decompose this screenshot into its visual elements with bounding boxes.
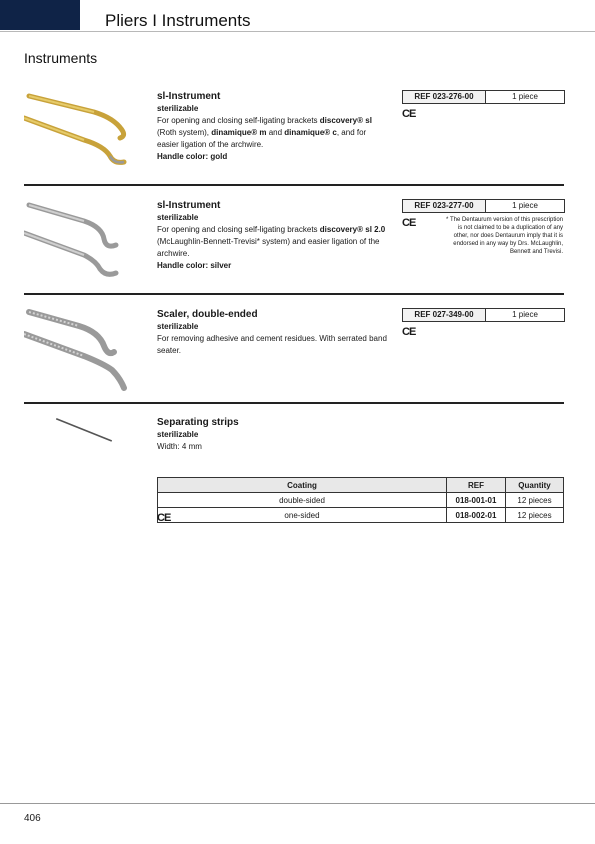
cell-coating: one-sided <box>158 508 447 523</box>
page-number: 406 <box>24 813 41 824</box>
ce-mark-icon: CE <box>402 217 416 229</box>
ce-mark-icon: CE <box>402 326 416 338</box>
product-description <box>157 199 387 272</box>
product-desc-text <box>157 224 387 260</box>
ref-number: REF 027-349-00 <box>403 309 486 321</box>
page-header-title: Pliers I Instruments <box>105 11 251 30</box>
product-sterilizable: sterilizable <box>157 213 199 222</box>
product-description <box>157 416 387 453</box>
product-description <box>157 90 387 163</box>
ref-number: REF 023-276-00 <box>403 91 486 103</box>
product-sterilizable: sterilizable <box>157 322 199 331</box>
quantity: 1 piece <box>512 310 538 319</box>
separating-strip-image <box>24 416 144 466</box>
cell-quantity: 12 pieces <box>506 508 564 523</box>
product-name: sl-Instrument <box>157 200 221 211</box>
ref-table <box>402 308 565 322</box>
silver-instrument-image <box>24 199 144 289</box>
desc-segment: , and for easier ligation of the archwire. <box>157 128 367 149</box>
product-name: Scaler, double-ended <box>157 309 258 320</box>
disclaimer-note: * The Dentaurum version of this prescription is not claimed to be a duplication of any other, nor does Dentaurum imply that it is endorsed in any way by Drs. McLaughlin, Bennett and Trevisi. <box>446 217 563 255</box>
desc-segment: and <box>266 128 285 137</box>
product-divider <box>24 184 564 186</box>
section-title: Instruments <box>24 50 98 66</box>
handle-color: Handle color: silver <box>157 261 232 270</box>
cell-ref: 018-001-01 <box>447 493 506 508</box>
strips-table <box>157 477 564 523</box>
product-name: Separating strips <box>157 417 239 428</box>
product-divider <box>24 402 564 404</box>
table-header-row <box>158 478 564 493</box>
desc-segment: (McLaughlin-Bennett-Trevisi* system) and easier ligation of the archwire. <box>157 237 380 258</box>
ref-number: REF 023-277-00 <box>403 200 486 212</box>
cell-coating: double-sided <box>158 493 447 508</box>
cell-quantity: 12 pieces <box>506 493 564 508</box>
header-color-block <box>0 0 80 30</box>
gold-instrument-image <box>24 90 144 180</box>
footer-divider <box>0 803 595 804</box>
ref-table <box>402 199 565 213</box>
col-header-quantity: Quantity <box>506 478 564 493</box>
product-name: sl-Instrument <box>157 91 221 102</box>
ref-table <box>402 90 565 104</box>
product-desc-text <box>157 115 387 151</box>
product-desc-text <box>157 333 387 357</box>
product-brand-name: dinamique® c <box>284 128 337 137</box>
desc-segment: For removing adhesive and cement residues. With serrated band seater. <box>157 334 387 355</box>
product-sterilizable: sterilizable <box>157 430 199 439</box>
product-brand-name: discovery® sl 2.0 <box>319 225 386 234</box>
table-row <box>158 493 564 508</box>
product-sterilizable: sterilizable <box>157 104 199 113</box>
product-description <box>157 308 387 357</box>
col-header-ref: REF <box>447 478 506 493</box>
table-row <box>158 508 564 523</box>
strip-width: Width: 4 mm <box>157 442 202 451</box>
desc-segment: (Roth system), <box>157 128 212 137</box>
product-divider <box>24 293 564 295</box>
handle-color: Handle color: gold <box>157 152 228 161</box>
scaler-image <box>24 308 144 398</box>
product-brand-name: dinamique® m <box>211 128 267 137</box>
product-brand-name: discovery® sl <box>319 116 372 125</box>
desc-segment: For opening and closing self-ligating brackets <box>157 116 320 125</box>
header-divider <box>0 31 595 32</box>
quantity: 1 piece <box>512 201 538 210</box>
cell-ref: 018-002-01 <box>447 508 506 523</box>
ce-mark-icon: CE <box>157 512 171 524</box>
col-header-coating: Coating <box>158 478 447 493</box>
desc-segment: For opening and closing self-ligating brackets <box>157 225 320 234</box>
ce-mark-icon: CE <box>402 108 416 120</box>
quantity: 1 piece <box>512 92 538 101</box>
